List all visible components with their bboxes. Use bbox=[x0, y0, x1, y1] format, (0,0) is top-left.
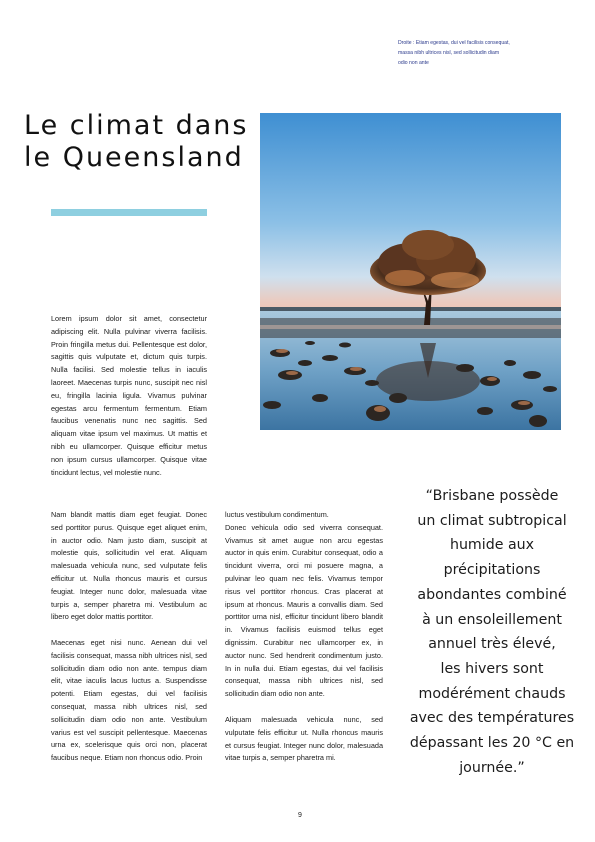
quote-line: abondantes combiné bbox=[417, 586, 567, 603]
quote-line: avec des températures bbox=[409, 710, 575, 727]
quote-line: précipitations bbox=[443, 562, 541, 579]
page-title bbox=[24, 110, 249, 174]
quote-line: modérément chauds bbox=[418, 685, 566, 702]
paragraph: Aliquam malesuada vehicula nunc, sed vulputate felis efficitur ut. Nulla rhoncus mauris et cursus feugiat. Integer nunc dolor, malesuada vitae turpis a, semper pharetra mi. bbox=[225, 714, 383, 763]
quote-line: “Brisbane possède bbox=[425, 488, 559, 504]
quote-line: à un ensoleillement bbox=[422, 611, 562, 628]
paragraph: Nam blandit mattis diam eget feugiat. Donec sed porttitor purus. Quisque eget aliquet enim, in auctor odio. Nam justo diam, suscipit at molestie quis, sollicitudin vel erat. Aliquam malesuada vehicula nunc, sed vulputate felis efficitur ut. Nulla rhoncus mauris et cursus feugiat. Integer nunc dolor, malesuada vitae turpis a, semper pharetra mi. Vestibulum ac libero eget dolor mattis porttitor. bbox=[51, 510, 207, 622]
text-column-middle bbox=[225, 509, 383, 778]
text-column-left bbox=[51, 509, 207, 778]
accent-bar bbox=[51, 209, 207, 216]
pull-quote bbox=[406, 484, 578, 780]
page-number: 9 bbox=[298, 812, 302, 819]
intro-paragraph bbox=[51, 313, 207, 492]
quote-line: un climat subtropical bbox=[417, 512, 567, 529]
title-line: le Queensland bbox=[24, 142, 244, 173]
photo-caption: Droite : Etiam egestas, dui vel facilisis consequat, massa nibh ultrices nisl, sed sollicitudin diam odio non ante bbox=[398, 40, 510, 66]
paragraph: Maecenas eget nisi nunc. Aenean dui vel facilisis consequat, massa nibh ultrices nisl, sed sollicitudin diam odio non ante. tempus diam elit, vitae iaculis lacus luctus a. Suspendisse potenti. Etiam egestas, dui vel facilisis consequat, massa nibh ultrices nisl, sed sollicitudin diam odio non ante. Vestibulum varius est vel suscipit pellentesque. Maecenas urna ex, scelerisque quis orci non, placerat faucibus neque. Etiam non rhoncus odio. Proin bbox=[51, 637, 207, 763]
paragraph: luctus vestibulum condimentum. bbox=[225, 510, 329, 519]
title-line: Le climat dans bbox=[24, 110, 249, 141]
quote-line: dépassant les 20 °C en bbox=[409, 735, 575, 752]
quote-line: annuel très élevé, bbox=[428, 636, 556, 653]
tree-photo-icon bbox=[260, 113, 561, 430]
tree-photo bbox=[260, 113, 561, 430]
quote-line: les hivers sont bbox=[440, 660, 544, 677]
quote-line: journée.” bbox=[459, 759, 525, 776]
paragraph: Lorem ipsum dolor sit amet, consectetur adipiscing elit. Nulla pulvinar viverra facilisis. Proin fringilla metus dui. Pellentesque est dolor, sagittis quis vulputate et, dictum quis turpis. Nulla facilisi. Sed molestie tellus in iaculis laoreet. Maecenas turpis nunc, suscipit nec nisl eu, fringilla lacinia ligula. Vivamus pulvinar egestas arcu fermentum fermentum. Etiam faucibus venenatis nunc nec sagittis. Sed aliquam vitae ipsum vel maximus. Ut mattis et nibh eu ullamcorper. Quisque efficitur metus non ipsum cursus ullamcorper. Quisque vitae tincidunt lectus, vel molestie nunc. bbox=[51, 314, 207, 477]
quote-line: humide aux bbox=[449, 537, 535, 554]
paragraph: Donec vehicula odio sed viverra consequat. Vivamus sit amet augue non arcu egestas auctor in quis enim. Curabitur consequat, odio a tincidunt viverra, orci mi posuere magna, a pulvinar leo quam nec felis. Vivamus tempor risus vel porttitor rhoncus. Cras placerat at ipsum at rhoncus. Mauris a convallis diam. Sed porttitor urna nisl, efficitur tincidunt libero blandit in. Vivamus facilisis euismod tellus eget dignissim. Curabitur nec ullamcorper ex, in auctor nunc. Sed hendrerit condimentum justo. In in nulla dui. Etiam egestas, dui vel facilisis consequat, massa nibh ultrices nisl, sed sollicitudin diam odio non ante. bbox=[225, 522, 383, 699]
